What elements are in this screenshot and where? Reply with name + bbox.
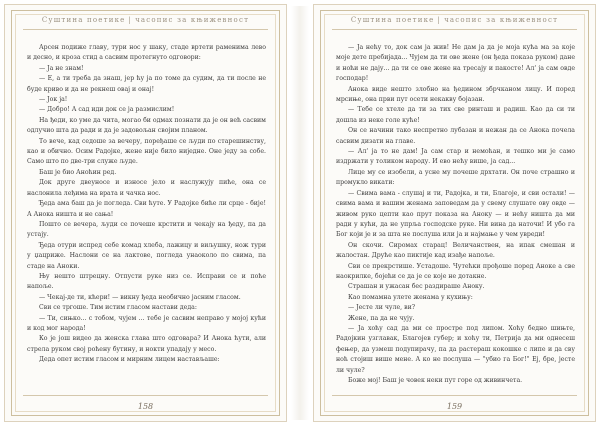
- left-page: [4, 4, 287, 422]
- right-page: [313, 4, 596, 422]
- paragraph: Арсен подиже главу, тури нос у шаку, стаде вртети раменима лево и десно, и кроза стид а сасвим протегнуто одговори:: [27, 44, 266, 62]
- paragraph: Док друге двеуносе и износе јело и наслужују пиће, она се наслонила леђима на врата и чачка нос.: [27, 179, 266, 197]
- page-body: [27, 43, 266, 366]
- paragraph: — Ја не знам!: [39, 64, 84, 72]
- paragraph: Анока виде нешто злобно на ђедином збрчканом лицу. И поред мрсиње, она први пут осети некакву бојазан.: [336, 85, 575, 104]
- page-number: 159: [446, 402, 463, 411]
- header-separator: |: [437, 16, 442, 24]
- page-number: 158: [137, 402, 154, 411]
- header-subtitle: часопис за књижевност: [444, 16, 559, 24]
- paragraph: Баш је био Аноћин ред.: [39, 168, 117, 176]
- paragraph: — Добро! А сад иди док се ја размислим!: [39, 106, 175, 114]
- paragraph: — Ал' ја то не дам! Ја сам стар и немоћан, и тешко ми је само издржати у толиком народу. И ево нећу више, ја сад...: [336, 148, 575, 166]
- paragraph: Ђеда отури испред себе комад хлеба, лажицу и виљушку, нож тури у џацриже. Наслони се на лактове, погледа унаоколо по свима, па стаде на Аноки.: [27, 241, 266, 270]
- paragraph: На ђеди, ко уме да чита, могао би одмах познати да је он већ сасвим одлучио шта да ради и да је задовољан својим планом.: [27, 116, 266, 135]
- header-title: Суштина поетике: [350, 16, 435, 24]
- header-separator: |: [128, 16, 133, 24]
- paragraph: То вече, кад седоше за вечеру, поређаше се људи по старешинству, као и обично. Осим Радојке, жене није било ниједне. Оне једу за собе. Само што по две-три служе људе.: [27, 137, 266, 166]
- page-body: [336, 43, 575, 386]
- paragraph: Жене, па да не чују.: [348, 314, 415, 322]
- paragraph: Лице му се изобели, а усне му почеше дрхтати. Он поче страшно и промукло викати:: [336, 168, 575, 187]
- paragraph: Сви се прекрстише. Устадоше. Чутећки прођоше поред Аноке а све наокрилке, бојећи се да је се које не дотакне.: [336, 262, 575, 280]
- header-rule: [23, 29, 268, 30]
- paragraph: — Јок ја!: [39, 96, 68, 104]
- paragraph: Боже мој! Баш је човек неки пут горе од живинчета.: [348, 377, 523, 384]
- paragraph: — Свима вама - слушај и ти, Радојка, и ти, Благоје, и сви остали! — свима вама и вашим женама заповедам да у свему слушате ову овде — живом руко цепти као прут показа на Аноку — и нећу ништа да ми ради у кући, да не упрља господске руке. Ни вина да наточи! И убо га Бог који је и за шта не послуша или ја и најмање у чем увреди!: [336, 189, 575, 239]
- running-header: [314, 16, 595, 24]
- header-title: Суштина поетике: [41, 16, 126, 24]
- paragraph: — Ти, сињко... с тобом, чујем ... тебе је сасвим неправо у мојој кући и код мог народа!: [27, 314, 266, 332]
- footer-rule: [332, 395, 577, 396]
- paragraph: Пошто се вечера, људи се почеше крстити и чекају на ђеду, па да устају.: [27, 220, 266, 239]
- paragraph: Страшан и ужасан бес раздираше Аноку.: [348, 283, 485, 291]
- paragraph: Сви се тргоше. Тим истим гласом настави деда:: [39, 304, 197, 312]
- footer-rule: [23, 395, 268, 396]
- paragraph: — Тебе се хтеле да ти за тих све ринташ и радиш. Као да си ти дошла из неке голе куће!: [336, 106, 575, 124]
- paragraph: Као помамна улете женама у кухињу:: [348, 293, 473, 301]
- paragraph: Њу нешто штрецну. Отпусти руке низ се. Исправи се и поће напоље.: [27, 272, 266, 291]
- paragraph: Деда опет истим гласом и мирним лицем настављаше:: [39, 356, 220, 364]
- paragraph: — Е, а ти треба да знаш, јер ћу ја по томе да судим, да ти после не буде криво и да не рекнеш овај и онај!: [27, 75, 266, 93]
- paragraph: Ко је још видео да женска глава што одговара? И Анока ћути, али стрела руком свој роћену бутину, и нокти упадају у месо.: [27, 335, 266, 353]
- book-gutter: [291, 6, 309, 420]
- paragraph: Он скочи. Сиромах старац! Величанствен, на ипак смешан и жалостан. Друће као пиктије кад изађе напоље.: [336, 241, 575, 260]
- running-header: [5, 16, 286, 24]
- paragraph: — Ја хоћу сад да ми се простре под липом. Хоћу бедно шињте, Радојкин узглавак, Благојев губер; и хоћу ти, Петрија да ми однесеш фењер, да узмеш подупирачу, па да растераш кокошке с липе и да сву ноћ стојиш више мене. А ко не послуша — "убио га Бог!" Еј, бре, јесте ли чуле?: [336, 324, 575, 374]
- paragraph: Он се начини тако неспретно лубазан и нежан да се Анока почела сасвим дизати на главе.: [336, 127, 575, 145]
- paragraph: — Јесте ли чуле, ви?: [348, 304, 416, 312]
- paragraph: — Чекај-де ти, кћери! — викну ђеда необично јасним гласом.: [39, 293, 241, 301]
- paragraph: — Ја нећу то, док сам ја жив! Не дам ја да је моја кућа ма за које моје дете пребијада... Чујем да ти ове жене (он ђеда показа руком) дане и ноћи не дају... да ти се ове жене на тресају и пакосте! Ал' ја сам овде господар!: [336, 44, 575, 83]
- paragraph: Ђеда ама баш да је погледа. Сви ћуте. У Радојке биће ли срце - бије! А Анока ништа и не сања!: [27, 200, 266, 218]
- header-subtitle: часопис за књижевност: [135, 16, 250, 24]
- header-rule: [332, 29, 577, 30]
